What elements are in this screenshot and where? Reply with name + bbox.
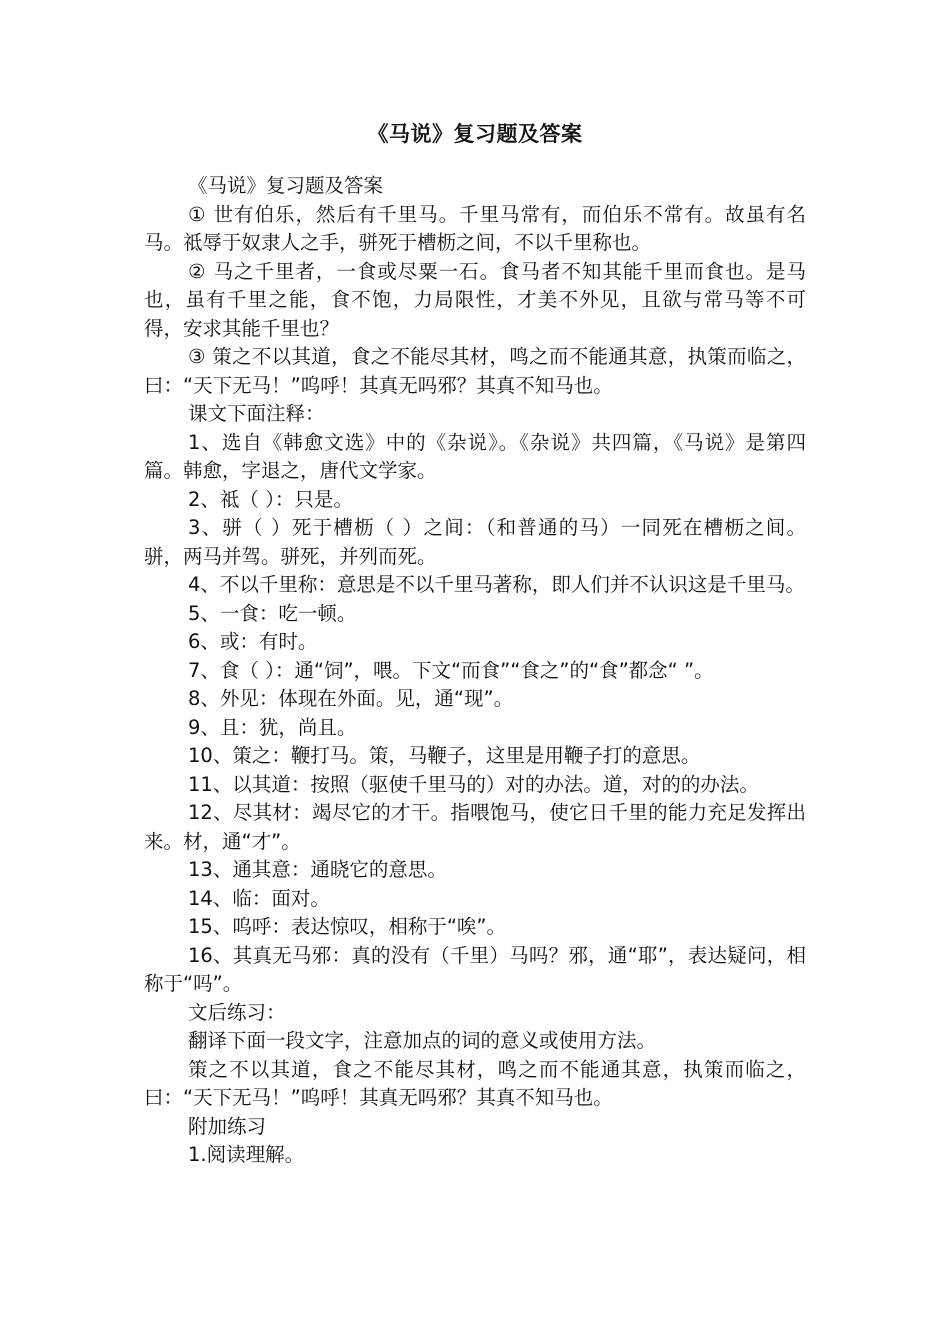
note-item: 3、骈（ ）死于槽枥（ ）之间：（和普通的马）一同死在槽枥之间。骈，两马并驾。骈死，并列而死。	[144, 516, 806, 568]
paragraph-section-3: ③ 策之不以其道，食之不能尽其材，鸣之而不能通其意，执策而临之，曰：“天下无马！”呜呼！其真无吗邪？其真不知马也。	[144, 345, 806, 397]
paragraph-section-2: ② 马之千里者，一食或尽粟一石。食马者不知其能千里而食也。是马也，虽有千里之能，食不饱，力局限性，才美不外见，且欲与常马等不可得，安求其能千里也？	[144, 259, 806, 340]
note-item: 2、祗（ ）：只是。	[188, 487, 353, 511]
exercise-heading: 文后练习：	[188, 1000, 286, 1024]
note-item: 12、尽其材：竭尽它的才干。指喂饱马，使它日千里的能力充足发挥出来。材，通“才”。	[144, 801, 806, 853]
note-item: 10、策之：鞭打马。策，马鞭子，这里是用鞭子打的意思。	[188, 744, 701, 767]
exercise-passage: 策之不以其道，食之不能尽其材，鸣之而不能通其意，执策而临之，曰：“天下无马！”呜呼！其真无吗邪？其真不知马也。	[144, 1057, 806, 1109]
note-item: 14、临：面对。	[188, 886, 330, 910]
note-item: 1、选自《韩愈文选》中的《杂说》。《杂说》共四篇，《马说》是第四篇。韩愈，字退之，唐代文学家。	[144, 430, 806, 482]
note-item: 15、呜呼：表达惊叹，相称于“唉”。	[188, 915, 507, 938]
notes-heading: 课文下面注释：	[188, 402, 325, 425]
extra-exercise-heading: 附加练习	[188, 1114, 267, 1138]
document-title: 《马说》复习题及答案	[367, 122, 583, 146]
document-body	[144, 172, 806, 1170]
note-item: 7、食（ ）：通“饲”，喂。下文“而食”“食之”的“食”都念“ ”。	[188, 658, 714, 682]
note-item: 4、不以千里称：意思是不以千里马著称，即人们并不认识这是千里马。	[188, 573, 805, 596]
note-item: 9、且：犹，尚且。	[188, 715, 357, 739]
exercise-instruction: 翻译下面一段文字，注意加点的词的意义或使用方法。	[188, 1029, 657, 1052]
paragraph-subtitle: 《马说》复习题及答案	[188, 174, 384, 197]
note-item: 8、外见：体现在外面。见，通“现”。	[188, 687, 514, 710]
extra-exercise-item: 1.阅读理解。	[188, 1143, 305, 1166]
note-item: 6、或：有时。	[188, 630, 318, 653]
note-item: 5、一食：吃一顿。	[188, 601, 357, 625]
paragraph-section-1: ① 世有伯乐，然后有千里马。千里马常有，而伯乐不常有。故虽有名马。祗辱于奴隶人之手，骈死于槽枥之间，不以千里称也。	[144, 202, 806, 254]
note-item: 11、以其道：按照（驱使千里马的）对的办法。道，对的的办法。	[188, 772, 759, 796]
note-item: 16、其真无马邪：真的没有（千里）马吗？邪，通“耶”，表达疑问，相称于“吗”。	[144, 943, 806, 995]
note-item: 13、通其意：通晓它的意思。	[188, 858, 447, 881]
